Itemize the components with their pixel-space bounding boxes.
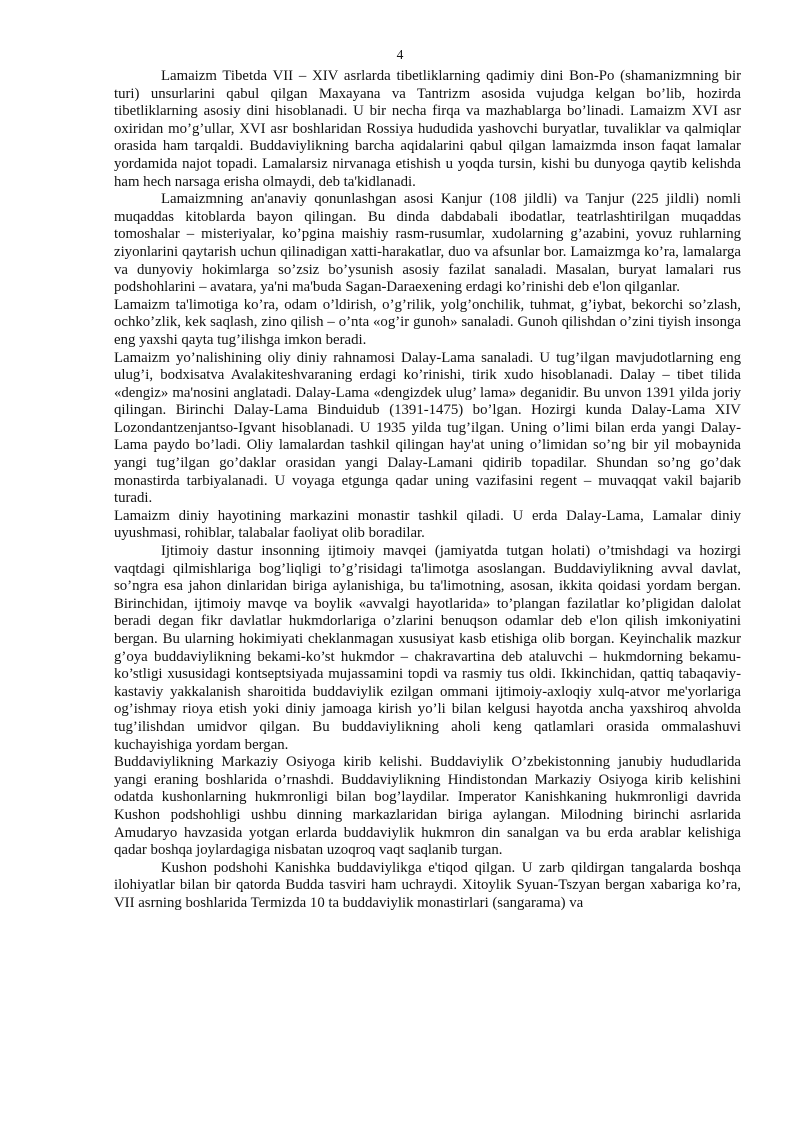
paragraph-central-asia: Buddaviylikning Markaziy Osiyoga kirib kelishi. Buddaviylik O’zbekistonning janubiy hududlarida yangi eraning boshlarida o’rnashdi. Buddaviylikning Hindistondan Markaziy Osiyoga kirib kelishini odatda kushonlarning hukmronligi bilan bog’laydilar. Imperator Kanishkaning hukmronligi davrida Kushon podshohligi ushbu dinning markazlaridan biriga aylangan. Milodning birinchi asrlarida Amudaryo havzasida yotgan erlarda buddaviylik hukmron din sanalgan va bu erda arablar kelishiga qadar boshqa joylardagiga nisbatan uzoqroq vaqt saqlanib turgan. — [114, 754, 741, 859]
paragraph-lamaism-sins: Lamaizm ta'limotiga ko’ra, odam o’ldirish, o’g’rilik, yolg’onchilik, tuhmat, g’iybat, bekorchi so’zlash, ochko’zlik, kek saqlash, zino qilish – o’nta «og’ir gunoh» sanaladi. Gunoh qilishdan o’zini tiyish insonga eng yaxshi qayta tug’ilishga imkon beradi. — [114, 296, 741, 348]
paragraph-social-program: Ijtimoiy dastur insonning ijtimoiy mavqei (jamiyatda tutgan holati) o’tmishdagi va hozirgi vaqtdagi qilmishlariga bog’liqligi to’g’risidagi ta'limotga asoslangan. Buddaviylikning avval davlat, so’ngra esa jahon dinlaridan biriga aylanishiga, bu ta'limotning, asosan, ikkita qoidasi yordam bergan. Birinchidan, ijtimoiy mavqe va boylik «avvalgi hayotlarida» to’plangan fazilatlar ko’pligidan dalolat beradi degan fikr davlatlar hukmdorlariga o’zlarini benuqson odamlar deb e'lon qilish imkoniyatini bergan. Bu ularning hokimiyati cheklanmagan xususiyat kasb etishiga olib borgan. Keyinchalik mazkur g’oya buddaviylikning bekami-ko’st hukmdor – chakravartina deb ataluvchi – hukmdorning bekamu-ko’stligi xususidagi kontseptsiyada mujassamini topdi va rasmiy tus oldi. Ikkinchidan, qattiq tabaqaviy-kastaviy yakkalanish sharoitida buddaviylik ezilgan ommani ijtimoiy-axloqiy xulq-atvor me'yorlariga og’ishmay rioya etish yoki diniy jamoaga kirish yo’li bilan kelgusi hayotda ancha yaxshiroq ahvolda tug’ilishdan umidvor qilgan. Bu buddaviylikning aholi keng qatlamlari orasida ommalashuvi kuchayishiga yordam bergan. — [114, 543, 741, 753]
paragraph-monastery: Lamaizm diniy hayotining markazini monastir tashkil qiladi. U erda Dalay-Lama, Lamalar diniy uyushmasi, rohiblar, talabalar faoliyat olib boradilar. — [114, 507, 741, 542]
document-body — [114, 68, 741, 913]
page-number: 4 — [396, 47, 404, 62]
paragraph-lamaism-scriptures: Lamaizmning an'anaviy qonunlashgan asosi Kanjur (108 jildli) va Tanjur (225 jildli) nomli muqaddas kitoblarda bayon qilingan. Bu dinda dabdabali ibodatlar, teatrlashtirilgan muqaddas tomoshalar – misteriyalar, ko’pgina maishiy rasm-rusumlar, xudolarning g’azabini, yovuz ruhlarning ziyonlarini qaytarish uchun qilinadigan xatti-harakatlar, duo va afsunlar bor. Lamaizmga ko’ra, lamalarga va dunyoviy hokimlarga so’zsiz bo’ysunish asosiy fazilat sanaladi. Masalan, buryat lamalari rus podshohlarini – avatara, ya'ni ma'buda Sagan-Daraexening erdagi ko’rinishi deb e'lon qilganlar. — [114, 191, 741, 296]
paragraph-lamaism-origin: Lamaizm Tibetda VII – XIV asrlarda tibetliklarning qadimiy dini Bon-Po (shamanizmning bir turi) unsurlarini qabul qilgan Maxayana va Tantrizm asosida vujudga kelgan bo’lib, hozirda tibetliklarning asosiy dini hisoblanadi. U bir necha firqa va mazhablarga bo’linadi. Lamaizm XVI asr oxiridan mo’g’ullar, XVI asr boshlaridan Rossiya hududida yashovchi buryatlar, tuvaliklar va qalmiqlar orasida ham tarqaldi. Buddaviylikning barcha aqidalarini qabul qilgan lamaizmda inson faqat lamalar yordamida najot topadi. Lamalarsiz nirvanaga etishish u yoqda tursin, kishi bu dunyoga qaytib kelishda ham hech narsaga erisha olmaydi, deb ta'kidlanadi. — [114, 68, 741, 190]
paragraph-kanishka: Kushon podshohi Kanishka buddaviylikga e'tiqod qilgan. U zarb qildirgan tangalarda boshqa ilohiyatlar bilan bir qatorda Budda tasviri ham uchraydi. Xitoylik Syuan-Tszyan bergan xabariga ko’ra, VII asrning boshlarida Termizda 10 ta buddaviylik monastirlari (sangarama) va — [114, 859, 741, 911]
paragraph-dalai-lama: Lamaizm yo’nalishining oliy diniy rahnamosi Dalay-Lama sanaladi. U tug’ilgan mavjudotlarning eng ulug’i, bodxisatva Avalakiteshvaraning erdagi ko’rinishi, tirik xudo hisoblanadi. Dalay – tibet tilida «dengiz» ma'nosini anglatadi. Dalay-Lama «dengizdek ulug’ lama» deganidir. Bu unvon 1391 yilda joriy qilingan. Birinchi Dalay-Lama Binduidub (1391-1475) bo’lgan. Hozirgi kunda Dalay-Lama XIV Lozondantzenjantso-Igvant hisoblanadi. U 1935 yilda tug’ilgan. Uning o’limi bilan erda yangi Dalay-Lama paydo bo’ladi. Oliy lamalardan tashkil qilingan hay'at uning o’limidan so’ng bir yil mobaynida yangi tug’ilgan go’daklar orasidan yangi Dalay-Lamani qidirib topadilar. Shundan so’ng go’dak monastirda tarbiyalanadi. U voyaga etgunga qadar uning vazifasini regent – muvaqqat vakil bajarib turadi. — [114, 349, 741, 507]
